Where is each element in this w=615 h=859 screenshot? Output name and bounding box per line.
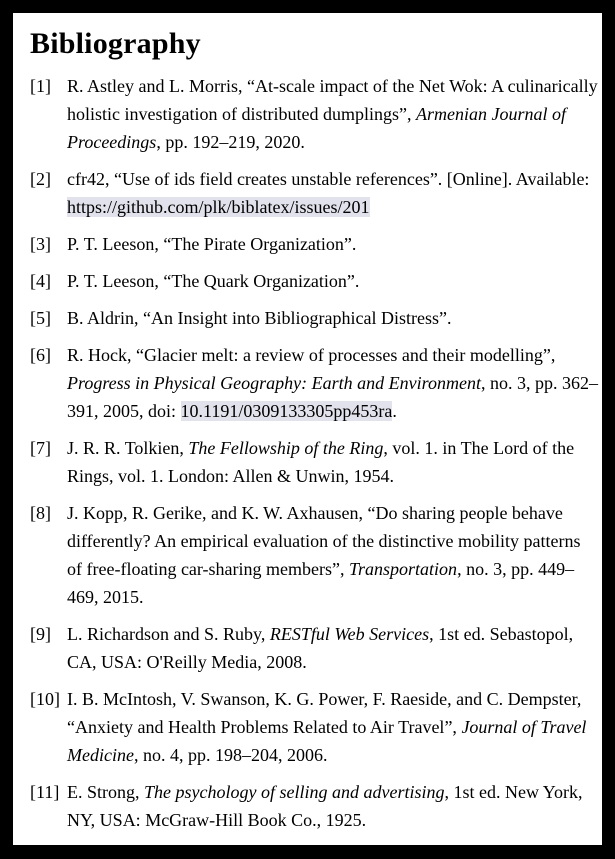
reference-text [67,434,598,490]
reference-entry [30,267,598,295]
reference-number-label: [4] [30,271,51,291]
reference-number-label: [3] [30,234,51,254]
document-paper [13,13,602,845]
reference-entry [30,165,598,221]
work-title-italic: RESTful Web Services [269,624,430,644]
reference-number-label: [8] [30,503,51,523]
reference-text [67,685,598,769]
reference-text [67,620,598,676]
text-run: J. R. R. Tolkien, [67,438,189,458]
reference-entry [30,341,598,425]
reference-entry [30,778,598,834]
text-run: . [392,401,397,421]
reference-text [67,230,598,258]
text-run: R. Hock, “Glacier melt: a review of processes and their modelling”, [67,345,556,365]
reference-text [67,267,598,295]
reference-number-label: [7] [30,438,51,458]
text-run: I. B. McIntosh, V. Swanson, K. G. Power, F. Raeside, and C. Dempster, “Anxiety and Health Problems Related to Air Travel”, [67,689,582,737]
reference-entry [30,620,598,676]
reference-text [67,341,598,425]
reference-entry [30,685,598,769]
text-run: cfr42, “Use of ids field creates unstable references”. [Online]. Available: [67,169,590,189]
reference-entry [30,434,598,490]
hyperlink[interactable]: https://github.com/plk/biblatex/issues/201 [67,197,370,217]
work-title-italic: The psychology of selling and advertising [144,782,445,802]
reference-text [67,778,598,834]
text-run: , 1st ed. Sebastopol, CA, USA: O'Reilly Media, 2008. [67,624,574,672]
work-title-italic: Progress in Physical Geography: Earth and Environment [67,373,481,393]
work-title-italic: Armenian Journal of Proceedings [67,104,566,152]
page-title: Bibliography [30,27,201,60]
reference-number-label: [9] [30,624,51,644]
text-run: , no. 3, pp. 449–469, 2015. [67,559,575,607]
reference-number-label: [1] [30,76,51,96]
reference-entry [30,230,598,258]
text-run: J. Kopp, R. Gerike, and K. W. Axhausen, “Do sharing people behave differently? An empirical evaluation of the distinctive mobility patterns of free-floating car-sharing members”, [67,503,581,579]
text-run: , 1st ed. New York, NY, USA: McGraw-Hill Book Co., 1925. [67,782,583,830]
hyperlink[interactable]: 10.1191/0309133305pp453ra [180,401,393,421]
reference-text [67,72,598,156]
text-run: , vol. 1. in The Lord of the Rings, vol. 1. London: Allen & Unwin, 1954. [67,438,575,486]
text-run: B. Aldrin, “An Insight into Bibliographical Distress”. [67,308,452,328]
reference-text [67,165,598,221]
reference-number-label: [5] [30,308,51,328]
work-title-italic: Journal of Travel Medicine [67,717,587,765]
reference-text [67,499,598,611]
reference-entry [30,72,598,156]
text-run: , no. 3, pp. 362–391, 2005, doi: [67,373,598,421]
text-run: P. T. Leeson, “The Quark Organization”. [67,271,360,291]
text-run: , pp. 192–219, 2020. [156,132,305,152]
text-run: P. T. Leeson, “The Pirate Organization”. [67,234,357,254]
reference-text [67,304,598,332]
work-title-italic: The Fellowship of the Ring [188,438,384,458]
reference-list [30,72,598,834]
reference-number-label: [10] [30,689,60,709]
reference-entry [30,499,598,611]
text-run: R. Astley and L. Morris, “At-scale impact of the Net Wok: A culinarically holistic investigation of distributed dumplings”, [67,76,598,124]
work-title-italic: Transportation [349,559,458,579]
reference-entry [30,304,598,332]
reference-number-label: [6] [30,345,51,365]
reference-number-label: [11] [30,782,60,802]
reference-number-label: [2] [30,169,51,189]
text-run: L. Richardson and S. Ruby, [67,624,270,644]
text-run: , no. 4, pp. 198–204, 2006. [133,745,328,765]
text-run: E. Strong, [67,782,145,802]
